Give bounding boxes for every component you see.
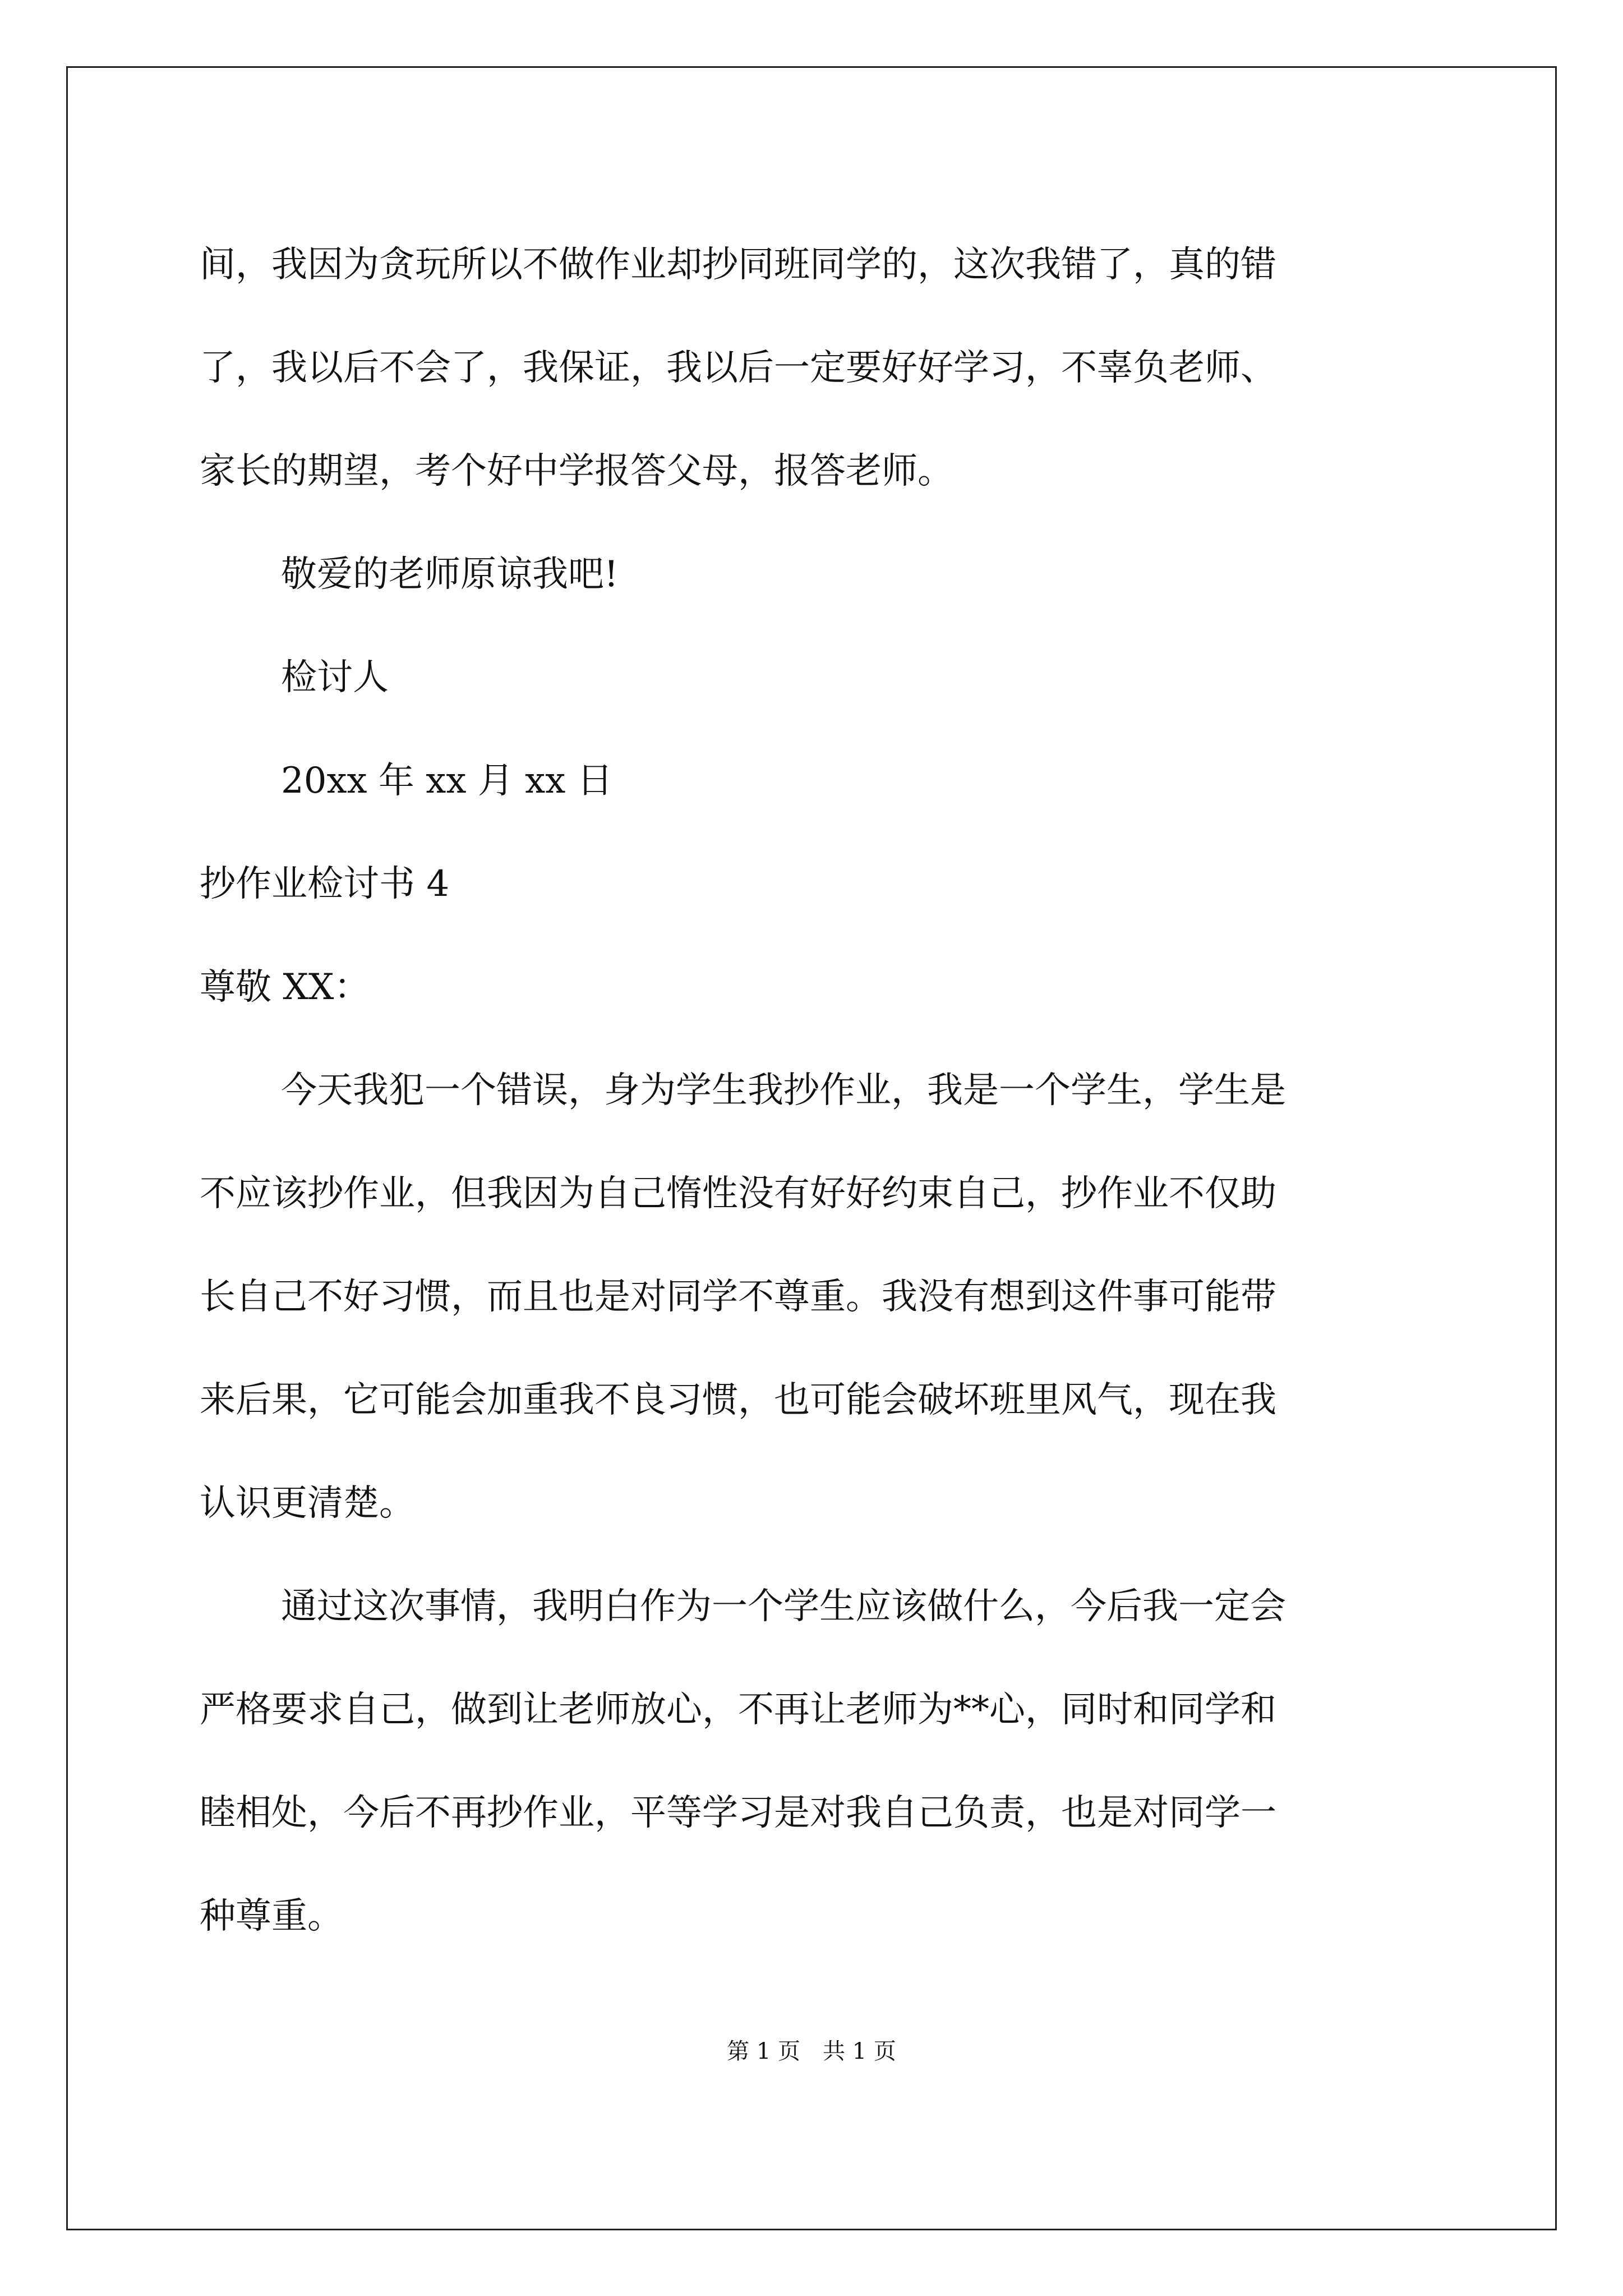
text-line: 家长的期望，考个好中学报答父母，报答老师。 bbox=[200, 450, 953, 492]
text-line: 来后果，它可能会加重我不良习惯，也可能会破坏班里风气，现在我 bbox=[200, 1379, 1276, 1421]
signature-label: 检讨人 bbox=[281, 657, 389, 698]
text-line: 了，我以后不会了，我保证，我以后一定要好好学习，不辜负老师、 bbox=[200, 347, 1276, 389]
text-line: 今天我犯一个错误，身为学生我抄作业，我是一个学生，学生是 bbox=[281, 1070, 1286, 1111]
paragraph bbox=[200, 936, 1433, 1039]
document-body bbox=[200, 213, 1433, 1968]
text-line: 认识更清楚。 bbox=[200, 1483, 415, 1524]
salutation: 尊敬 XX： bbox=[200, 967, 370, 1008]
closing-plea: 敬爱的老师原谅我吧! bbox=[281, 554, 619, 595]
text-line: 不应该抄作业，但我因为自己惰性没有好好约束自己，抄作业不仅助 bbox=[200, 1173, 1276, 1214]
text-line: 长自己不好习惯，而且也是对同学不尊重。我没有想到这件事可能带 bbox=[200, 1276, 1276, 1318]
text-line: 通过这次事情，我明白作为一个学生应该做什么，今后我一定会 bbox=[281, 1586, 1286, 1627]
paragraph bbox=[200, 729, 1433, 832]
text-line: 严格要求自己，做到让老师放心，不再让老师为**心，同时和同学和 bbox=[200, 1689, 1276, 1731]
paragraph bbox=[200, 213, 1433, 523]
section-title: 抄作业检讨书 4 bbox=[200, 863, 450, 905]
paragraph bbox=[200, 523, 1433, 626]
text-line: 间，我因为贪玩所以不做作业却抄同班同学的，这次我错了，真的错 bbox=[200, 244, 1276, 286]
page-footer: 第 1 页 共 1 页 bbox=[727, 2039, 896, 2064]
paragraph bbox=[200, 1039, 1433, 1555]
paragraph bbox=[200, 1555, 1433, 1968]
paragraph bbox=[200, 626, 1433, 729]
paragraph bbox=[200, 832, 1433, 936]
text-line: 种尊重。 bbox=[200, 1895, 343, 1937]
text-line: 睦相处，今后不再抄作业，平等学习是对我自己负责，也是对同学一 bbox=[200, 1792, 1276, 1834]
date-line: 20xx 年 xx 月 xx 日 bbox=[281, 760, 613, 802]
